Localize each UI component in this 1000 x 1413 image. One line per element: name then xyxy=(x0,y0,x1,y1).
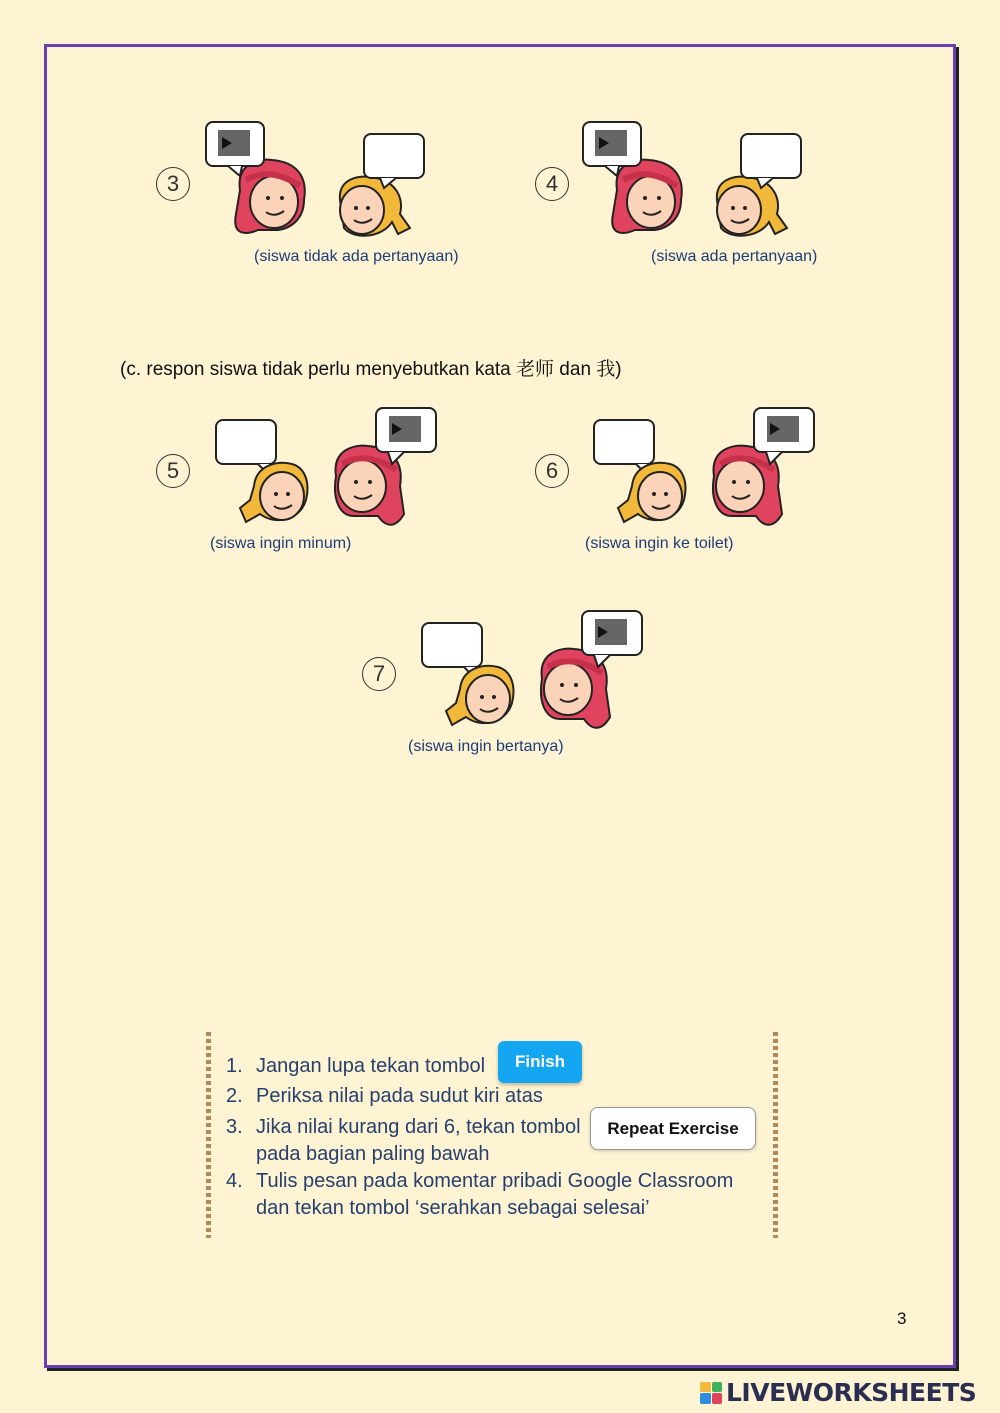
scene-3 xyxy=(200,118,440,258)
step-1: 1. Jangan lupa tekan tombol xyxy=(226,1055,486,1077)
step-2: 2. Periksa nilai pada sudut kiri atas xyxy=(226,1085,543,1107)
exercise-number-3: 3 xyxy=(156,167,190,201)
scene-7 xyxy=(412,607,652,747)
exercise-number-4: 4 xyxy=(535,167,569,201)
blonde-girl-icon xyxy=(446,666,513,725)
step-3: 3. Jika nilai kurang dari 6, tekan tombol xyxy=(226,1116,581,1138)
liveworksheets-logo-icon xyxy=(700,1382,722,1404)
step-3-cont: pada bagian paling bawah xyxy=(256,1143,490,1165)
red-hair-girl-icon xyxy=(612,160,682,233)
step-4: 4. Tulis pesan pada komentar pribadi Google Classroom xyxy=(226,1170,734,1192)
scene-5 xyxy=(206,404,446,544)
caption-7: (siswa ingin bertanya) xyxy=(408,738,564,755)
brand[interactable] xyxy=(700,1378,976,1407)
blonde-girl-icon xyxy=(240,463,307,522)
exercise-number-5: 5 xyxy=(156,454,190,488)
finish-button[interactable]: Finish xyxy=(498,1041,582,1083)
blonde-girl-icon xyxy=(340,177,410,236)
exercise-number-6: 6 xyxy=(535,454,569,488)
red-hair-girl-icon xyxy=(235,160,305,233)
blonde-girl-icon xyxy=(618,463,685,522)
step-4-cont: dan tekan tombol ‘serahkan sebagai selesai’ xyxy=(256,1197,650,1219)
box-border-right xyxy=(773,1032,778,1238)
exercise-number-7: 7 xyxy=(362,657,396,691)
page-number: 3 xyxy=(897,1309,907,1328)
brand-name: LIVEWORKSHEETS xyxy=(726,1378,977,1407)
instruction-text: (c. respon siswa tidak perlu menyebutkan kata 老师 dan 我) xyxy=(120,359,622,380)
scene-4 xyxy=(577,118,817,258)
repeat-exercise-button[interactable]: Repeat Exercise xyxy=(590,1107,756,1150)
caption-6: (siswa ingin ke toilet) xyxy=(585,535,734,552)
caption-3: (siswa tidak ada pertanyaan) xyxy=(254,248,459,265)
box-border-left xyxy=(206,1032,211,1238)
scene-6 xyxy=(584,404,824,544)
caption-4: (siswa ada pertanyaan) xyxy=(651,248,818,265)
blonde-girl-icon xyxy=(717,177,787,236)
caption-5: (siswa ingin minum) xyxy=(210,535,352,552)
